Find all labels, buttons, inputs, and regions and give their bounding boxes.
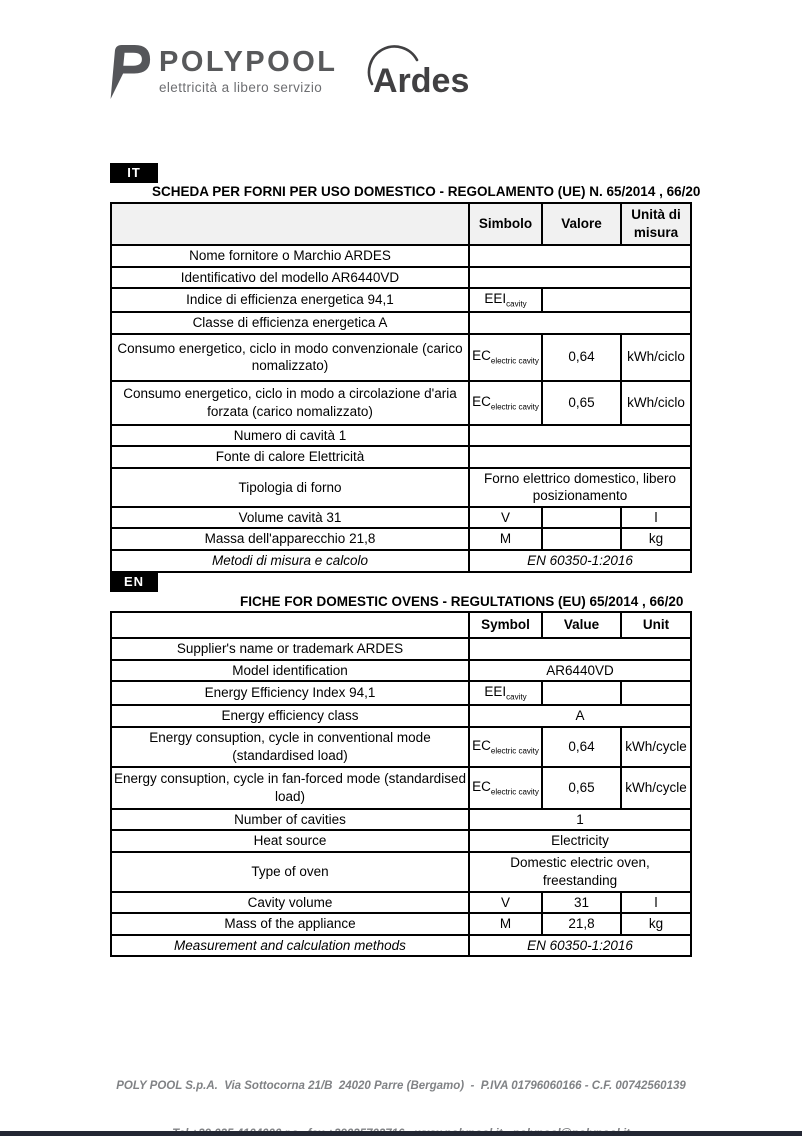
symbol-cell: [469, 727, 542, 767]
row-label: Consumo energetico, ciclo in modo convenzionale (carico nomalizzato): [111, 334, 469, 381]
symbol-subscript: electric cavity: [490, 356, 539, 366]
table-row: [111, 809, 691, 831]
table-row: [111, 334, 691, 381]
symbol-cell: [469, 767, 542, 809]
row-value: [469, 267, 691, 289]
header-unit: Unit: [621, 612, 691, 638]
symbol-cell: [469, 381, 542, 425]
it-language-badge: IT: [110, 163, 158, 183]
header-symbol: Simbolo: [469, 203, 542, 245]
table-header-row: [111, 203, 691, 245]
symbol-subscript: cavity: [506, 692, 527, 702]
table-header-row: [111, 612, 691, 638]
row-value: EN 60350-1:2016: [469, 550, 691, 572]
symbol-cell: M: [469, 528, 542, 550]
value-cell: 0,64: [542, 334, 621, 381]
header-empty: [111, 612, 469, 638]
unit-cell: kWh/cycle: [621, 727, 691, 767]
ardes-logo: [361, 43, 489, 104]
row-value: [469, 446, 691, 468]
unit-cell: kg: [621, 528, 691, 550]
ardes-name: Ardes: [373, 62, 470, 99]
unit-cell: kWh/cycle: [621, 767, 691, 809]
row-label: Number of cavities: [111, 809, 469, 831]
value-cell: 0,65: [542, 767, 621, 809]
header-symbol: Symbol: [469, 612, 542, 638]
header-unit: Unità di misura: [621, 203, 691, 245]
row-value: [542, 288, 691, 312]
table-row: [111, 660, 691, 682]
row-value: [469, 638, 691, 660]
table-row: [111, 288, 691, 312]
symbol-cell: V: [469, 507, 542, 529]
row-value: 1: [469, 809, 691, 831]
row-label: Supplier's name or trademark ARDES: [111, 638, 469, 660]
header-value: Value: [542, 612, 621, 638]
row-value: Forno elettrico domestico, libero posizionamento: [469, 468, 691, 507]
symbol-subscript: electric cavity: [490, 746, 539, 756]
it-fiche-table: [110, 202, 692, 573]
symbol-cell: M: [469, 913, 542, 935]
table-row: [111, 468, 691, 507]
header-value: Valore: [542, 203, 621, 245]
symbol-base: EC: [472, 737, 491, 753]
polypool-p-bubble-icon: [100, 42, 152, 102]
value-cell: 0,64: [542, 727, 621, 767]
unit-cell: kWh/ciclo: [621, 381, 691, 425]
row-label: Model identification: [111, 660, 469, 682]
row-value: [469, 312, 691, 334]
row-label: Identificativo del modello AR6440VD: [111, 267, 469, 289]
unit-cell: kWh/ciclo: [621, 334, 691, 381]
row-label: Tipologia di forno: [111, 468, 469, 507]
row-label: Energy consuption, cycle in fan-forced mode (standardised load): [111, 767, 469, 809]
row-value: EN 60350-1:2016: [469, 935, 691, 957]
value-cell: 31: [542, 892, 621, 914]
table-row: [111, 507, 691, 529]
footer: [0, 1046, 802, 1136]
en-language-badge: EN: [110, 572, 158, 592]
value-cell: [542, 528, 621, 550]
page-bottom-bar: [0, 1131, 802, 1136]
polypool-logo: [100, 42, 337, 102]
row-label: Energy consuption, cycle in conventional mode (standardised load): [111, 727, 469, 767]
table-row: [111, 446, 691, 468]
en-section-title: FICHE FOR DOMESTIC OVENS - REGULTATIONS (EU) 65/2014 , 66/20: [240, 594, 684, 609]
value-cell: [542, 681, 621, 705]
row-label: Nome fornitore o Marchio ARDES: [111, 245, 469, 267]
polypool-wordmark: [159, 42, 337, 95]
symbol-cell: V: [469, 892, 542, 914]
row-label: Energy Efficiency Index 94,1: [111, 681, 469, 705]
row-label: Numero di cavità 1: [111, 425, 469, 447]
symbol-cell: [469, 681, 542, 705]
table-row: [111, 852, 691, 892]
unit-cell: l: [621, 892, 691, 914]
row-value: A: [469, 705, 691, 727]
symbol-base: EC: [472, 393, 491, 409]
row-label: Energy efficiency class: [111, 705, 469, 727]
symbol-base: EC: [472, 778, 491, 794]
table-row: [111, 267, 691, 289]
symbol-subscript: electric cavity: [490, 402, 539, 412]
table-row: [111, 245, 691, 267]
unit-cell: [621, 681, 691, 705]
symbol-cell: [469, 334, 542, 381]
table-row: [111, 767, 691, 809]
row-label: Consumo energetico, ciclo in modo a circolazione d'aria forzata (carico nomalizzato): [111, 381, 469, 425]
symbol-base: EEI: [484, 291, 507, 307]
table-row: [111, 705, 691, 727]
row-value: AR6440VD: [469, 660, 691, 682]
row-label: Mass of the appliance: [111, 913, 469, 935]
row-label: Metodi di misura e calcolo: [111, 550, 469, 572]
row-value: Electricity: [469, 830, 691, 852]
it-section-title: SCHEDA PER FORNI PER USO DOMESTICO - REGOLAMENTO (UE) N. 65/2014 , 66/20: [152, 184, 701, 199]
table-row: [111, 892, 691, 914]
row-label: Fonte di calore Elettricità: [111, 446, 469, 468]
table-row: [111, 381, 691, 425]
row-label: Measurement and calculation methods: [111, 935, 469, 957]
table-row: [111, 638, 691, 660]
table-row: [111, 727, 691, 767]
row-label: Heat source: [111, 830, 469, 852]
table-row: [111, 312, 691, 334]
polypool-name: POLYPOOL: [159, 46, 338, 78]
row-label: Massa dell'apparecchio 21,8: [111, 528, 469, 550]
table-row: [111, 830, 691, 852]
row-value: [469, 425, 691, 447]
value-cell: 21,8: [542, 913, 621, 935]
row-label: Type of oven: [111, 852, 469, 892]
table-row: [111, 681, 691, 705]
en-fiche-table: [110, 611, 692, 957]
row-label: Indice di efficienza energetica 94,1: [111, 288, 469, 312]
symbol-subscript: cavity: [506, 299, 527, 309]
footer-company-line: POLY POOL S.p.A. Via Sottocorna 21/B 24020 Parre (Bergamo) - P.IVA 01796060166 - C.F. 00742560139: [116, 1080, 686, 1092]
logo-row: [100, 42, 489, 104]
ardes-arc-icon: [361, 43, 489, 99]
symbol-base: EEI: [484, 684, 507, 700]
row-label: Volume cavità 31: [111, 507, 469, 529]
unit-cell: l: [621, 507, 691, 529]
row-label: Classe di efficienza energetica A: [111, 312, 469, 334]
symbol-base: EC: [472, 348, 491, 364]
table-row: [111, 935, 691, 957]
table-row: [111, 550, 691, 572]
unit-cell: kg: [621, 913, 691, 935]
table-row: [111, 425, 691, 447]
row-value: [469, 245, 691, 267]
row-label: Cavity volume: [111, 892, 469, 914]
row-value: Domestic electric oven, freestanding: [469, 852, 691, 892]
symbol-cell: [469, 288, 542, 312]
header-empty: [111, 203, 469, 245]
table-row: [111, 528, 691, 550]
value-cell: [542, 507, 621, 529]
table-row: [111, 913, 691, 935]
symbol-subscript: electric cavity: [490, 787, 539, 797]
polypool-tagline: elettricità a libero servizio: [159, 80, 323, 95]
value-cell: 0,65: [542, 381, 621, 425]
